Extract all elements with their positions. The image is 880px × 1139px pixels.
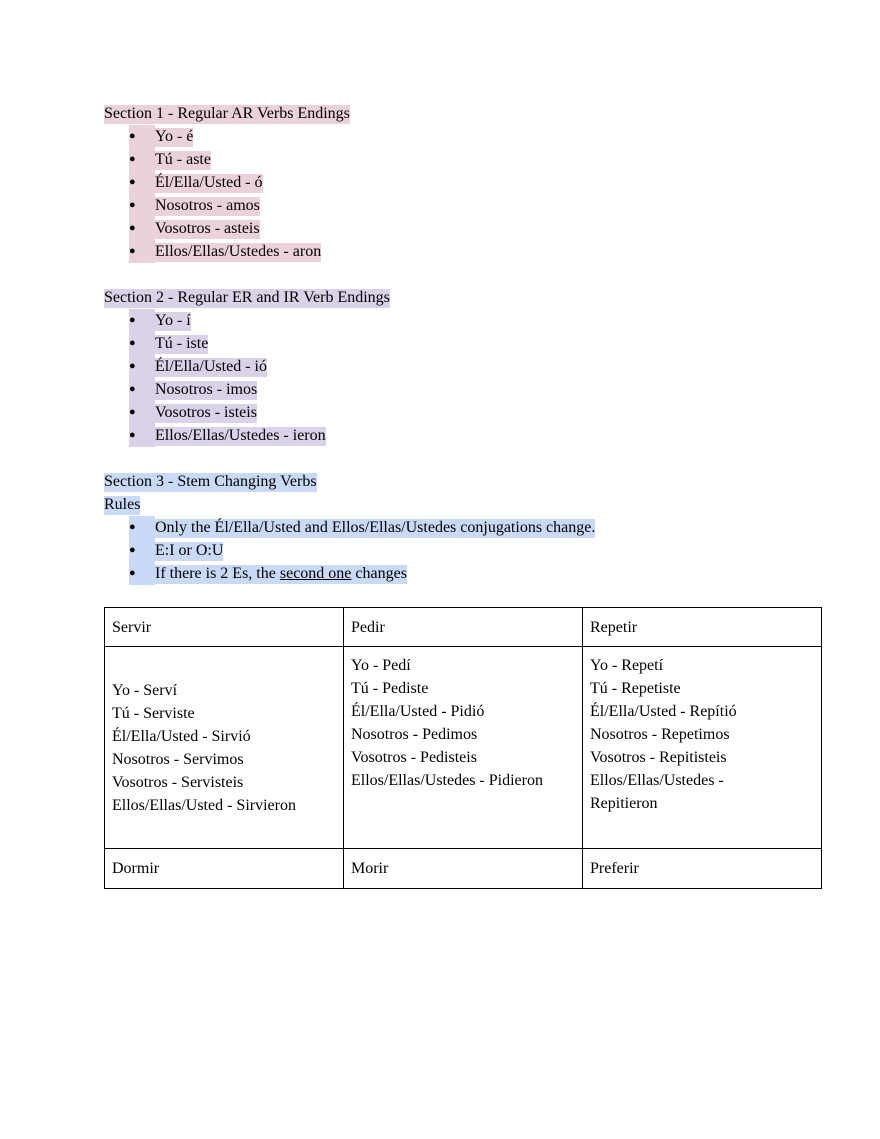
list-item: ● Él/Ella/Usted - ió [104,355,778,378]
section-3-title: Section 3 - Stem Changing Verbs [104,473,317,490]
table-row [105,647,822,849]
verb-table [104,607,822,889]
section-1 [104,102,778,263]
bullet-icon: ● [129,194,155,217]
servir-conjugations [105,647,344,849]
bullet-icon: ● [129,401,155,424]
conjugation-line: Ellos/Ellas/Ustedes - Pidieron [351,772,543,789]
table-cell: Morir [344,849,583,889]
bullet-icon: ● [129,378,155,401]
conjugation-line: Él/Ella/Usted - Sirvió [112,727,251,745]
list-item: ● Ellos/Ellas/Ustedes - ieron [104,424,778,447]
list-item: ● Yo - é [104,125,778,148]
conjugation-line: Tú - Pediste [351,680,429,697]
list-item: ● Él/Ella/Usted - ó [104,171,778,194]
spacer [104,447,778,470]
list-item: ● Nosotros - imos [104,378,778,401]
list-item: ● Nosotros - amos [104,194,778,217]
pedir-conjugations [344,647,583,849]
bullet-icon: ● [129,539,155,562]
conjugation-line: Vosotros - Repitisteis [590,749,727,766]
section-1-title: Section 1 - Regular AR Verbs Endings [104,105,350,122]
bullet-icon: ● [129,217,155,240]
conjugation-line: Él/Ella/Usted - Pidió [351,703,485,720]
table-cell: Dormir [105,849,344,889]
conjugation-line: Nosotros - Repetimos [590,726,730,743]
conjugation-line: Vosotros - Pedisteis [351,749,477,766]
list-item: ● Yo - í [104,309,778,332]
conjugation-line: Vosotros - Servisteis [112,773,244,791]
table-row [105,849,822,889]
list-item: ● Ellos/Ellas/Ustedes - aron [104,240,778,263]
conjugation-line: Nosotros - Servimos [112,750,244,768]
bullet-icon: ● [129,240,155,263]
bullet-icon: ● [129,309,155,332]
list-item: ● Vosotros - asteis [104,217,778,240]
conjugation-line: Él/Ella/Usted - Repítió [590,703,737,720]
conjugation-line: Tú - Serviste [112,704,195,722]
document-page [104,102,778,585]
list-item [104,562,778,585]
bullet-icon: ● [129,562,155,585]
bullet-icon: ● [129,424,155,447]
conjugation-line: Yo - Pedí [351,657,411,674]
rule3-underlined: second one [279,565,352,582]
list-item: ● Vosotros - isteis [104,401,778,424]
conjugation-line: Ellos/Ellas/Ustedes - [590,772,724,789]
rule3-text: If there is 2 Es, the second one changes [155,565,407,582]
bullet-icon: ● [129,516,155,539]
table-cell: Preferir [583,849,822,889]
bullet-icon: ● [129,332,155,355]
repetir-conjugations [583,647,822,849]
list-item: ● Tú - iste [104,332,778,355]
conjugation-line: Ellos/Ellas/Usted - Sirvieron [112,796,296,814]
conjugation-line: Nosotros - Pedimos [351,726,478,743]
list-item: ● E:I or O:U [104,539,778,562]
list-item: ● Only the Él/Ella/Usted and Ellos/Ellas/Ustedes conjugations change. [104,516,778,539]
section-2 [104,286,778,447]
conjugation-line: Yo - Repetí [590,657,664,674]
bullet-icon: ● [129,355,155,378]
bullet-icon: ● [129,171,155,194]
table-header-cell: Pedir [344,608,583,647]
conjugation-line: Repitieron [590,795,658,812]
section-2-title: Section 2 - Regular ER and IR Verb Endings [104,289,390,306]
bullet-icon: ● [129,125,155,148]
list-item: ● Tú - aste [104,148,778,171]
conjugation-line: Yo - Serví [112,681,178,699]
bullet-icon: ● [129,148,155,171]
conjugation-line: Tú - Repetiste [590,680,681,697]
table-header-cell: Servir [105,608,344,647]
spacer [104,263,778,286]
table-header-cell: Repetir [583,608,822,647]
section-3 [104,470,778,585]
table-row [105,608,822,647]
rules-label: Rules [104,496,141,513]
